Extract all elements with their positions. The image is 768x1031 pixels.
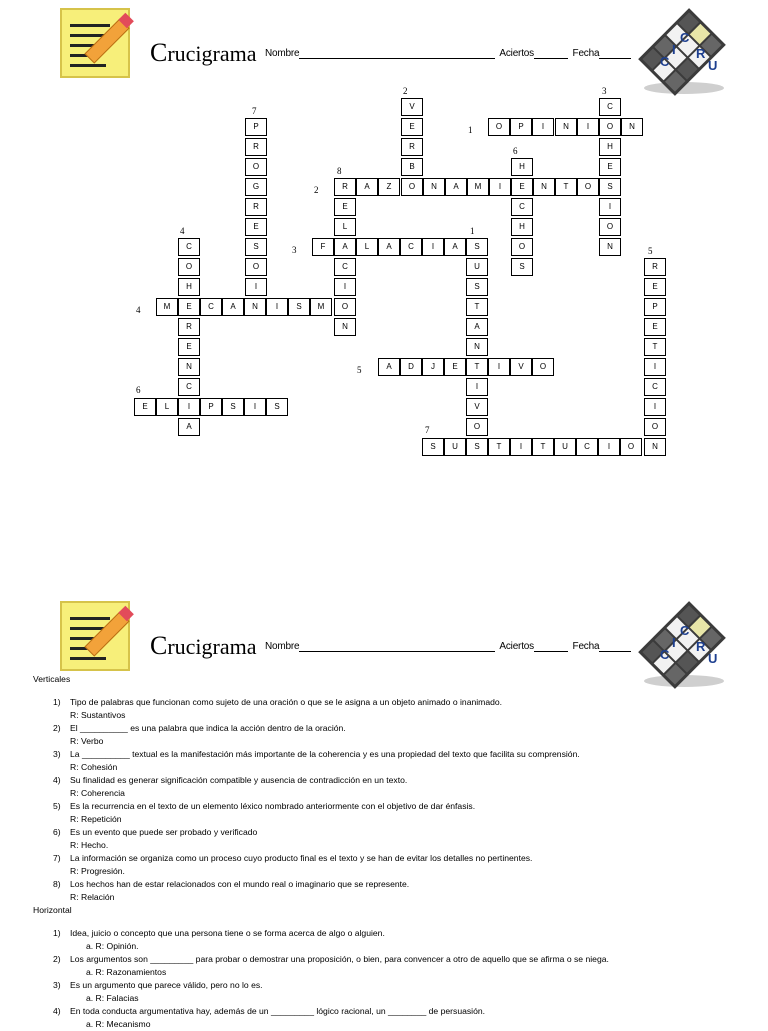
clue-answer: R: Coherencia: [70, 788, 125, 798]
crossword-cell[interactable]: F: [312, 238, 334, 256]
crossword-cell[interactable]: I: [266, 298, 288, 316]
clue-answer: R: Hecho.: [70, 840, 109, 850]
crossword-cell[interactable]: O: [577, 178, 599, 196]
crossword-cell[interactable]: L: [156, 398, 178, 416]
clue-item: [53, 748, 753, 774]
crossword-cell[interactable]: M: [156, 298, 178, 316]
crossword-cell[interactable]: A: [356, 178, 378, 196]
crossword-cell[interactable]: O: [511, 238, 533, 256]
clue-answer: R: Cohesión: [70, 762, 118, 772]
clue-number: 8: [337, 166, 342, 176]
horizontal-list: [33, 927, 753, 1031]
clue-answer: a. R: Razonamientos: [86, 967, 167, 977]
crossword-cell[interactable]: O: [644, 418, 666, 436]
crossword-cell[interactable]: A: [178, 418, 200, 436]
crossword-cell[interactable]: E: [334, 198, 356, 216]
clue-item: [53, 696, 753, 722]
crossword-cell[interactable]: O: [245, 158, 267, 176]
crossword-cell[interactable]: Z: [378, 178, 400, 196]
crossword-cell[interactable]: A: [466, 318, 488, 336]
clue-index: 4): [53, 1006, 61, 1016]
crossword-cell[interactable]: S: [422, 438, 444, 456]
clue-question: La __________ textual es la manifestación más importante de la coherencia y es una propiedad del texto que facilita su comprensión.: [70, 749, 580, 759]
crossword-cell[interactable]: E: [644, 278, 666, 296]
crossword-cell[interactable]: P: [510, 118, 532, 136]
crossword-cell[interactable]: E: [511, 178, 533, 196]
crossword-cell[interactable]: R: [245, 138, 267, 156]
crossword-cell[interactable]: N: [555, 118, 577, 136]
crossword-cell[interactable]: A: [378, 358, 400, 376]
crossword-cell[interactable]: S: [466, 438, 488, 456]
clue-index: 2): [53, 723, 61, 733]
score-label: Aciertos: [499, 641, 534, 652]
crossword-cell[interactable]: C: [178, 378, 200, 396]
clue-number: 5: [357, 365, 362, 375]
crossword-cell[interactable]: S: [466, 238, 488, 256]
crossword-cell[interactable]: E: [178, 338, 200, 356]
crossword-cell[interactable]: C: [511, 198, 533, 216]
crossword-cell[interactable]: R: [644, 258, 666, 276]
crossword-cell[interactable]: N: [334, 318, 356, 336]
clue-answer: a. R: Falacias: [86, 993, 139, 1003]
name-line[interactable]: [299, 642, 495, 652]
crossword-cell[interactable]: S: [288, 298, 310, 316]
crossword-cell[interactable]: I: [466, 378, 488, 396]
crossword-cell[interactable]: E: [134, 398, 156, 416]
svg-text:U: U: [708, 58, 718, 73]
crossword-cell[interactable]: O: [334, 298, 356, 316]
score-line[interactable]: [534, 642, 568, 652]
crossword-cell[interactable]: V: [466, 398, 488, 416]
clue-answer: a. R: Opinión.: [86, 941, 139, 951]
date-label: Fecha: [572, 48, 600, 59]
crossword-cell[interactable]: T: [466, 358, 488, 376]
clue-item: [53, 800, 753, 826]
clue-number: 3: [602, 86, 607, 96]
verticales-list: [33, 696, 753, 904]
clue-number: 7: [252, 106, 257, 116]
crossword-cell[interactable]: O: [532, 358, 554, 376]
crossword-cell[interactable]: M: [310, 298, 332, 316]
crossword-cell[interactable]: U: [466, 258, 488, 276]
clue-item: [53, 953, 753, 979]
crossword-cell[interactable]: O: [466, 418, 488, 436]
date-label: Fecha: [572, 641, 600, 652]
clue-answer: R: Repetición: [70, 814, 122, 824]
crossword-cell[interactable]: N: [244, 298, 266, 316]
crossword-cell[interactable]: E: [444, 358, 466, 376]
clue-number: 5: [648, 246, 653, 256]
crossword-cell[interactable]: E: [178, 298, 200, 316]
clue-question: Tipo de palabras que funcionan como sujeto de una oración o que se le asigna a un objeto animado o inanimado.: [70, 697, 503, 707]
crossword-cell[interactable]: P: [644, 298, 666, 316]
crossword-cell[interactable]: A: [445, 178, 467, 196]
crossword-cell[interactable]: C: [400, 238, 422, 256]
crossword-cell[interactable]: O: [178, 258, 200, 276]
crossword-cell[interactable]: P: [245, 118, 267, 136]
clue-question: El __________ es una palabra que indica la acción dentro de la oración.: [70, 723, 346, 733]
clue-question: Idea, juicio o concepto que una persona tiene o se forma acerca de algo o alguien.: [70, 928, 385, 938]
crossword-cell[interactable]: N: [621, 118, 643, 136]
clue-number: 1: [468, 125, 473, 135]
svg-text:U: U: [708, 651, 718, 666]
crossword-cell[interactable]: H: [178, 278, 200, 296]
crossword-cell[interactable]: M: [467, 178, 489, 196]
clue-answer: R: Sustantivos: [70, 710, 126, 720]
svg-text:C: C: [660, 54, 670, 69]
clue-index: 7): [53, 853, 61, 863]
clue-question: Los argumentos son _________ para probar o demostrar una proposición, o bien, para convencer a otro de aquello que se afirma o se niega.: [70, 954, 609, 964]
crossword-cell[interactable]: I: [644, 398, 666, 416]
crossword-cell[interactable]: T: [488, 438, 510, 456]
page-title: Crucigrama: [150, 631, 257, 660]
crossword-cell[interactable]: O: [401, 178, 423, 196]
clue-index: 1): [53, 928, 61, 938]
svg-text:C: C: [680, 623, 690, 638]
clue-question: La información se organiza como un proceso cuyo producto final es el texto y se han de evitar los detalles no pertinentes.: [70, 853, 533, 863]
crossword-cell[interactable]: N: [599, 238, 621, 256]
crossword-cell[interactable]: C: [200, 298, 222, 316]
svg-text:I: I: [672, 42, 676, 57]
clue-index: 1): [53, 697, 61, 707]
crossword-cell[interactable]: T: [555, 178, 577, 196]
crossword-cell[interactable]: S: [245, 238, 267, 256]
verticales-heading: Verticales: [33, 674, 71, 684]
crossword-cell[interactable]: I: [598, 438, 620, 456]
clue-index: 5): [53, 801, 61, 811]
clue-item: [53, 826, 753, 852]
crossword-cell[interactable]: C: [599, 98, 621, 116]
student-fields: [265, 641, 633, 652]
crossword-cell[interactable]: N: [466, 338, 488, 356]
crossword-cell[interactable]: I: [488, 358, 510, 376]
clue-number: 6: [513, 146, 518, 156]
clue-question: Es la recurrencia en el texto de un elemento léxico nombrado anteriormente con el objetivo de dar énfasis.: [70, 801, 476, 811]
crossword-cell[interactable]: A: [378, 238, 400, 256]
clue-number: 4: [180, 226, 185, 236]
name-label: Nombre: [265, 48, 300, 59]
crossword-cell[interactable]: D: [400, 358, 422, 376]
crossword-cell[interactable]: I: [489, 178, 511, 196]
clue-number: 3: [292, 245, 297, 255]
crossword-cell[interactable]: T: [532, 438, 554, 456]
crossword-cell[interactable]: I: [422, 238, 444, 256]
crossword-cell[interactable]: I: [644, 358, 666, 376]
crossword-cell[interactable]: I: [532, 118, 554, 136]
clue-index: 6): [53, 827, 61, 837]
svg-text:R: R: [696, 639, 706, 654]
crossword-cell[interactable]: S: [222, 398, 244, 416]
crossword-cell[interactable]: S: [466, 278, 488, 296]
crossword-cell[interactable]: L: [356, 238, 378, 256]
clue-number: 4: [136, 305, 141, 315]
clues-section: [33, 673, 753, 1031]
crossword-cell[interactable]: U: [554, 438, 576, 456]
crossword-cell[interactable]: C: [644, 378, 666, 396]
crossword-cell[interactable]: R: [178, 318, 200, 336]
clue-answer: R: Relación: [70, 892, 115, 902]
crossword-cell[interactable]: A: [334, 238, 356, 256]
clue-number: 7: [425, 425, 430, 435]
crossword-cell[interactable]: I: [577, 118, 599, 136]
crossword-cell[interactable]: E: [245, 218, 267, 236]
crossword-cell[interactable]: A: [222, 298, 244, 316]
crossword-cell[interactable]: T: [644, 338, 666, 356]
clue-item: [53, 774, 753, 800]
crossword-cell[interactable]: L: [334, 218, 356, 236]
crossword-cell[interactable]: E: [599, 158, 621, 176]
clue-item: [53, 1005, 753, 1031]
svg-text:C: C: [660, 647, 670, 662]
score-label: Aciertos: [499, 48, 534, 59]
clue-question: Su finalidad es generar significación compatible y ausencia de contradicción en un texto.: [70, 775, 408, 785]
crossword-cell[interactable]: O: [599, 218, 621, 236]
clue-index: 4): [53, 775, 61, 785]
clue-question: En toda conducta argumentativa hay, además de un _________ lógico racional, un ________ de persuasión.: [70, 1006, 486, 1016]
crossword-cell[interactable]: J: [422, 358, 444, 376]
clue-index: 3): [53, 749, 61, 759]
crossword-cell[interactable]: E: [644, 318, 666, 336]
clue-answer: a. R: Mecanismo: [86, 1019, 151, 1029]
crossword-cell[interactable]: H: [511, 218, 533, 236]
crossword-cell[interactable]: H: [599, 138, 621, 156]
clue-item: [53, 852, 753, 878]
crossword-cell[interactable]: O: [245, 258, 267, 276]
crossword-cell[interactable]: N: [644, 438, 666, 456]
crossword-cell[interactable]: I: [334, 278, 356, 296]
clue-item: [53, 878, 753, 904]
crossword-cell[interactable]: C: [178, 238, 200, 256]
crossword-cell[interactable]: T: [466, 298, 488, 316]
crossword-cell[interactable]: R: [245, 198, 267, 216]
clue-number: 2: [314, 185, 319, 195]
crossword-cell[interactable]: O: [488, 118, 510, 136]
crossword-cell[interactable]: G: [245, 178, 267, 196]
clue-answer: R: Verbo: [70, 736, 104, 746]
clue-number: 2: [403, 86, 408, 96]
crossword-cell[interactable]: N: [178, 358, 200, 376]
svg-text:C: C: [680, 30, 690, 45]
clue-index: 2): [53, 954, 61, 964]
clue-item: [53, 979, 753, 1005]
svg-text:I: I: [672, 635, 676, 650]
crossword-cell[interactable]: I: [599, 198, 621, 216]
horizontal-heading: Horizontal: [33, 905, 72, 915]
crossword-cell[interactable]: I: [244, 398, 266, 416]
clue-question: Es un argumento que parece válido, pero no lo es.: [70, 980, 263, 990]
crossword-cell[interactable]: I: [178, 398, 200, 416]
crossword-cell[interactable]: I: [510, 438, 532, 456]
notepad-pencil-icon: [60, 601, 130, 671]
clue-number: 1: [470, 226, 475, 236]
crossword-cell[interactable]: N: [533, 178, 555, 196]
crossword-cell[interactable]: O: [620, 438, 642, 456]
clue-index: 3): [53, 980, 61, 990]
crossword-cell[interactable]: P: [200, 398, 222, 416]
crossword-cell[interactable]: R: [334, 178, 356, 196]
clue-question: Es un evento que puede ser probado y verificado: [70, 827, 258, 837]
crossword-cell[interactable]: E: [401, 118, 423, 136]
crossword-cell[interactable]: U: [444, 438, 466, 456]
crossword-cell[interactable]: C: [334, 258, 356, 276]
crossword-cell[interactable]: C: [576, 438, 598, 456]
crossword-cell[interactable]: V: [401, 98, 423, 116]
clue-answer: R: Progresión.: [70, 866, 125, 876]
clue-index: 8): [53, 879, 61, 889]
crossword-cell[interactable]: A: [444, 238, 466, 256]
crossword-cell[interactable]: R: [401, 138, 423, 156]
clue-number: 6: [136, 385, 141, 395]
crossword-cell[interactable]: O: [599, 118, 621, 136]
crossword-cell[interactable]: S: [511, 258, 533, 276]
clue-question: Los hechos han de estar relacionados con el mundo real o imaginario que se represente.: [70, 879, 410, 889]
crossword-cell[interactable]: S: [599, 178, 621, 196]
crossword-cell[interactable]: H: [511, 158, 533, 176]
crossword-cell[interactable]: V: [510, 358, 532, 376]
clue-item: [53, 927, 753, 953]
date-line[interactable]: [599, 642, 631, 652]
crossword-cell[interactable]: S: [266, 398, 288, 416]
page-title: Crucigrama: [150, 38, 257, 67]
crossword-cell[interactable]: N: [423, 178, 445, 196]
name-label: Nombre: [265, 641, 300, 652]
svg-text:R: R: [696, 46, 706, 61]
crossword-cell[interactable]: I: [245, 278, 267, 296]
clue-item: [53, 722, 753, 748]
crossword-cell[interactable]: B: [401, 158, 423, 176]
